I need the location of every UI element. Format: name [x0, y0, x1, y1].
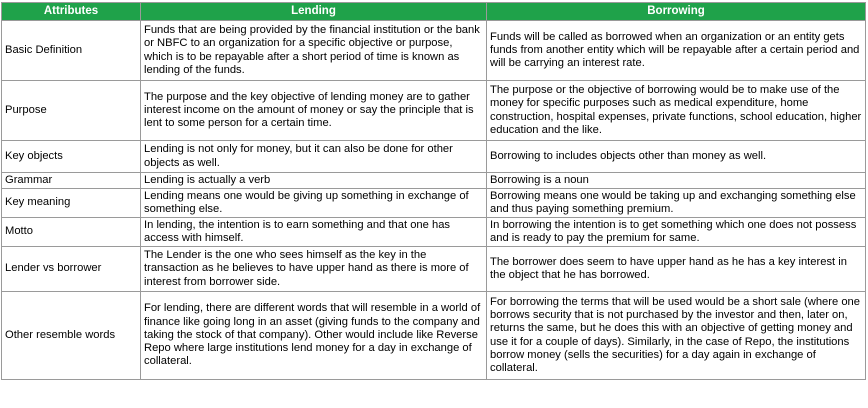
lending-cell: The Lender is the one who sees himself as the key in the transaction as he believes to have upper hand as there is more of interest from borrower side.: [141, 247, 487, 292]
lending-cell: Lending is not only for money, but it can also be done for other objects as well.: [141, 141, 487, 173]
borrowing-cell: For borrowing the terms that will be used would be a short sale (where one borrows security that is not purchased by the investor and then, later on, returns the same, but he does this with an objective of getting money and use it for a couple of days). Similarly, in the case of Repo, the institutions borrow money (sells the securities) for a day again in exchange of collateral.: [487, 292, 866, 380]
attribute-cell: Grammar: [2, 173, 141, 189]
borrowing-cell: Funds will be called as borrowed when an organization or an entity gets funds from another entity which will be repayable after a certain period and will be carrying an interest rate.: [487, 21, 866, 81]
lending-cell: Funds that are being provided by the financial institution or the bank or NBFC to an organization for a specific objective or purpose, which is to be repayable after a short period of time is known as lending of the funds.: [141, 21, 487, 81]
header-borrowing: Borrowing: [487, 3, 866, 21]
attribute-cell: Basic Definition: [2, 21, 141, 81]
borrowing-cell: The borrower does seem to have upper hand as he has a key interest in the object that he has borrowed.: [487, 247, 866, 292]
lending-cell: Lending means one would be giving up something in exchange of something else.: [141, 189, 487, 218]
lending-cell: For lending, there are different words that will resemble in a world of finance like going long in an asset (giving funds to the company and taking the stock of that company). Other would include like Reverse Repo where large institutions lend money for a day in exchange of collateral.: [141, 292, 487, 380]
lending-cell: In lending, the intention is to earn something and that one has access with himself.: [141, 218, 487, 247]
header-attributes: Attributes: [2, 3, 141, 21]
table-row: [2, 292, 866, 380]
lending-cell: The purpose and the key objective of lending money are to gather interest income on the amount of money or say the principle that is lent to some person for a certain time.: [141, 81, 487, 141]
attribute-cell: Key objects: [2, 141, 141, 173]
table-row: [2, 21, 866, 81]
table-row: [2, 247, 866, 292]
attribute-cell: Lender vs borrower: [2, 247, 141, 292]
attribute-cell: Purpose: [2, 81, 141, 141]
borrowing-cell: Borrowing is a noun: [487, 173, 866, 189]
attribute-cell: Other resemble words: [2, 292, 141, 380]
table-row: [2, 218, 866, 247]
table-row: [2, 173, 866, 189]
table-row: [2, 81, 866, 141]
table-row: [2, 189, 866, 218]
attribute-cell: Key meaning: [2, 189, 141, 218]
lending-cell: Lending is actually a verb: [141, 173, 487, 189]
attribute-cell: Motto: [2, 218, 141, 247]
comparison-table: [1, 2, 866, 380]
header-lending: Lending: [141, 3, 487, 21]
borrowing-cell: The purpose or the objective of borrowing would be to make use of the money for specific purposes such as medical expenditure, home construction, hospital expenses, private functions, school education, higher education and the like.: [487, 81, 866, 141]
borrowing-cell: Borrowing means one would be taking up and exchanging something else and thus paying something premium.: [487, 189, 866, 218]
borrowing-cell: In borrowing the intention is to get something which one does not possess and is ready to pay the premium for same.: [487, 218, 866, 247]
header-row: [2, 3, 866, 21]
table-row: [2, 141, 866, 173]
borrowing-cell: Borrowing to includes objects other than money as well.: [487, 141, 866, 173]
